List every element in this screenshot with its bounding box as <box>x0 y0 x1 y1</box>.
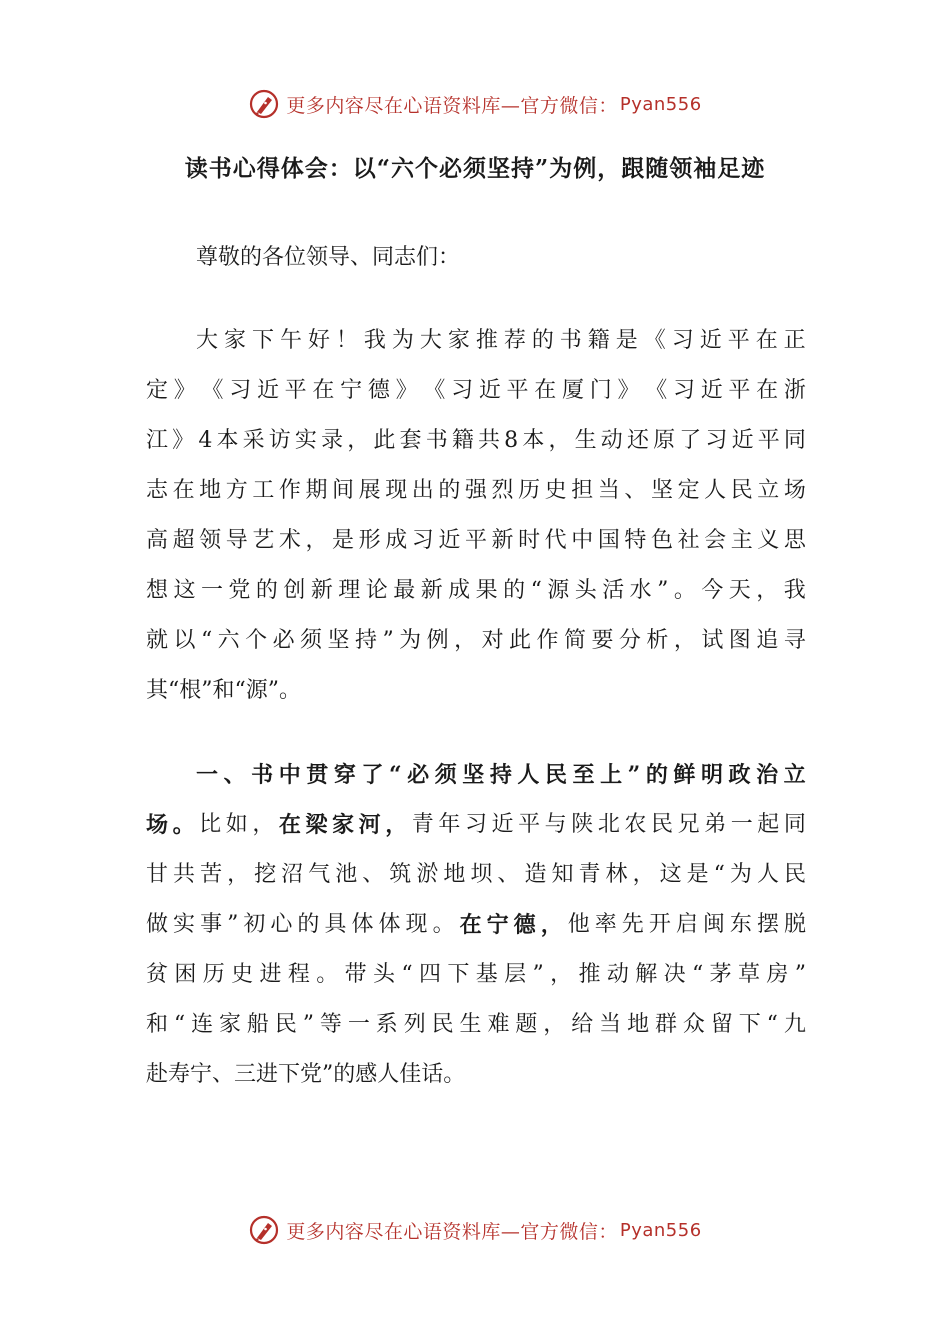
text-line: 高 超 领 导 艺 术 ， 是 形 成 习 近 平 新 时 代 中 国 特 色 社 会 主 义 思 <box>146 528 806 553</box>
footer-watermark <box>0 1210 950 1250</box>
text-line: 大 家 下 午 好 ！ 我 为 大 家 推 荐 的 书 籍 是 《 习 近 平 在 正 <box>196 328 806 353</box>
section-heading-line: 一 、 书 中 贯 穿 了 “ 必 须 坚 持 人 民 至 上 ” 的 鲜 明 政 治 立 <box>196 762 806 788</box>
watermark-text: 更多内容尽在心语资料库—官方微信： <box>286 94 618 117</box>
header-watermark <box>0 84 950 124</box>
text-line: 定 》 《 习 近 平 在 宁 德 》 《 习 近 平 在 厦 门 》 《 习 近 平 在 浙 <box>146 378 806 403</box>
watermark-wechat-id: Pyan556 <box>619 93 702 115</box>
text-line: 其“根”和“源”。 <box>146 678 301 703</box>
paragraph-section-one <box>146 750 806 1100</box>
watermark-text: 更多内容尽在心语资料库—官方微信： <box>286 1220 618 1243</box>
text-line: 赴寿宁、三进下党”的感人佳话。 <box>146 1062 466 1087</box>
text-line: 想 这 一 党 的 创 新 理 论 最 新 成 果 的 “ 源 头 活 水 ” 。 今 天 ， 我 <box>146 578 806 603</box>
watermark-wechat-id: Pyan556 <box>619 1219 702 1241</box>
text-line: 就 以 “ 六 个 必 须 坚 持 ” 为 例 ， 对 此 作 简 要 分 析 ， 试 图 追 寻 <box>146 628 806 653</box>
document-title: 读书心得体会：以“六个必须坚持”为例，跟随领袖足迹 <box>184 155 766 182</box>
pen-nib-logo-icon <box>248 1214 280 1246</box>
text-line: 甘 共 苦 ， 挖 沼 气 池 、 筑 淤 地 坝 、 造 知 青 林 ， 这 是 “ 为 人 民 <box>146 862 806 887</box>
text-line: 贫 困 历 史 进 程 。 带 头 “ 四 下 基 层 ” ， 推 动 解 决 “ 茅 草 房 ” <box>146 962 806 987</box>
text-line: 江 》 4 本 采 访 实 录 ， 此 套 书 籍 共 8 本 ， 生 动 还 原 了 习 近 平 同 <box>146 428 806 453</box>
salutation: 尊敬的各位领导、同志们： <box>196 245 461 270</box>
pen-nib-logo-icon <box>248 88 280 120</box>
text-line: 做 实 事 ” 初 心 的 具 体 体 现 。 在 宁 德 ， 他 率 先 开 启 闽 东 摆 脱 <box>146 912 806 938</box>
paragraph-intro <box>146 316 806 716</box>
text-line: 志 在 地 方 工 作 期 间 展 现 出 的 强 烈 历 史 担 当 、 坚 定 人 民 立 场 <box>146 478 806 503</box>
text-line: 和 “ 连 家 船 民 ” 等 一 系 列 民 生 难 题 ， 给 当 地 群 众 留 下 “ 九 <box>146 1012 806 1037</box>
text-line: 场 。 比 如 ， 在 梁 家 河 ， 青 年 习 近 平 与 陕 北 农 民 兄 弟 一 起 同 <box>146 812 806 838</box>
